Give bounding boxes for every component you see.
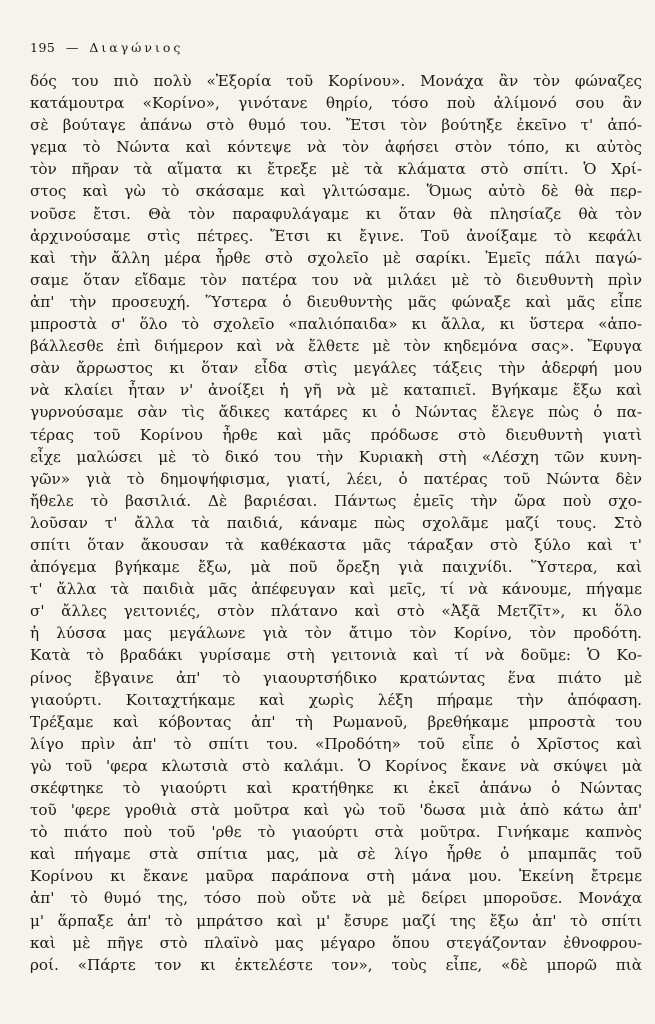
text-line: κατάμουτρα «Κορίνο», γινότανε θηρίο, τόσο ποὺ ἀλίμονό σου ἂν (30, 94, 642, 113)
text-line: τ' ἄλλα τὰ παιδιὰ μᾶς ἀπέφευγαν καὶ μεῖς, τί νὰ κάνουμε, πήγαμε (30, 580, 642, 599)
text-line: ἡ λύσσα μας μεγάλωνε γιὰ τὸν ἄτιμο τὸν Κορίνο, τὸν προδότη. (30, 624, 642, 643)
page-number: 195 (30, 40, 56, 55)
text-line: τὸν πῆραν τὰ αἵματα κι ἔτρεξε μὲ τὰ κλάματα στὸ σπίτι. Ὁ Χρί- (30, 160, 642, 179)
text-line: καὶ τὴν ἄλλη μέρα ἦρθε στὸ σχολεῖο μὲ σαρίκι. Ἐμεῖς πάλι παγώ- (30, 248, 642, 267)
text-line: γιαούρτι. Κοιταχτήκαμε καὶ χωρὶς λέξη πήραμε τὴν ἀπόφαση. (30, 690, 642, 709)
text-line: τοῦ 'φερε γροθιὰ στὰ μοῦτρα καὶ γὼ τοῦ 'δωσα μιὰ ἀπὸ κάτω ἀπ' (30, 801, 642, 820)
text-line: στος καὶ γὼ τὸ σκάσαμε καὶ γλιτώσαμε. Ὅμως αὐτὸ δὲ θὰ περ- (30, 182, 642, 201)
text-line: Κατὰ τὸ βραδάκι γυρίσαμε στὴ γειτονιὰ καὶ τί νὰ δοῦμε: Ὁ Κο- (30, 646, 642, 665)
text-line: λίγο πρὶν ἀπ' τὸ σπίτι του. «Προδότη» τοῦ εἶπε ὁ Χρῖστος καὶ (30, 734, 642, 753)
text-line: δός του πιὸ πολὺ «Ἐξορία τοῦ Κορίνου». Μονάχα ἂν τὸν φώναζες (30, 72, 642, 90)
text-line: τὸ πιάτο ποὺ τοῦ 'ρθε τὸ γιαούρτι στὰ μοῦτρα. Γινήκαμε καπνὸς (30, 823, 642, 842)
text-line: νὰ κλαίει ἦταν ν' ἀνοίξει ἡ γῆ νὰ μὲ καταπιεῖ. Βγήκαμε ἔξω καὶ (30, 381, 642, 400)
header-separator: — (65, 40, 79, 55)
text-line: λοῦσαν τ' ἄλλα τὰ παιδιά, κάναμε πὼς σχολᾶμε μαζί τους. Στὸ (30, 513, 642, 532)
text-line: ἀπ' τὸ θυμό της, τόσο ποὺ οὔτε νὰ μὲ δείρει μποροῦσε. Μονάχα (30, 889, 642, 908)
running-header (30, 40, 183, 55)
text-line: μπροστὰ σ' ὅλο τὸ σχολεῖο «παλιόπαιδα» κι ἄλλα, κι ὕστερα «ἀπο- (30, 315, 642, 334)
text-line: βάλλεσθε ἐπὶ διήμερον καὶ νὰ ἔλθετε μὲ τὸν κηδεμόνα σας». Ἔφυγα (30, 337, 642, 356)
text-line: γυρνούσαμε σὰν τὶς ἄδικες κατάρες κι ὁ Νώντας ἔλεγε πὼς ὁ πα- (30, 403, 642, 422)
running-title: Διαγώνιος (89, 40, 184, 55)
text-line: σὰν ἄρρωστος κι ὅταν εἶδα στὶς μεγάλες τάξεις τὴν ἀδερφή μου (30, 359, 642, 378)
text-line: καὶ μὲ πῆγε στὸ πλαϊνὸ μας μέγαρο ὅπου στεγάζονταν ἐθνοφρου- (30, 933, 642, 952)
text-line: εἶχε μαλώσει μὲ τὸ δικό του τὴν Κυριακὴ στὴ «Λέσχη τῶν κυνη- (30, 447, 642, 466)
text-line: ἤθελε τὸ βασιλιά. Δὲ βαριέσαι. Πάντως ἐμεῖς τὴν ὥρα ποὺ σχο- (30, 491, 642, 510)
text-line: γὼ τοῦ 'φερα κλωτσιὰ στὸ καλάμι. Ὁ Κορίνος ἔκανε νὰ σκύψει μὰ (30, 756, 642, 775)
text-line: γῶν» γιὰ τὸ δημοψήφισμα, γιατί, λέει, ὁ πατέρας τοῦ Νώντα δὲν (30, 469, 642, 488)
text-line: γεμα τὸ Νώντα καὶ κόντεψε νὰ τὸν ἀφήσει στὸν τόπο, κι αὐτὸς (30, 138, 642, 157)
text-line: ἀρχινούσαμε στὶς πέτρες. Ἔτσι κι ἔγινε. Τοῦ ἀνοίξαμε τὸ κεφάλι (30, 226, 642, 245)
text-line: Τρέξαμε καὶ κόβοντας ἀπ' τὴ Ρωμανοῦ, βρεθήκαμε μπροστὰ του (30, 712, 642, 731)
text-line: Κορίνου κι ἔκανε μαῦρα παράπονα στὴ μάνα μου. Ἐκείνη ἔτρεμε (30, 867, 642, 886)
text-line: μ' ἅρπαξε ἀπ' τὸ μπράτσο καὶ μ' ἔσυρε μαζί της ἔξω ἀπ' τὸ σπίτι (30, 911, 642, 930)
text-line: ἀπόγεμα βγήκαμε ἔξω, μὰ ποῦ ὄρεξη γιὰ παιχνίδι. Ὕστερα, καὶ (30, 558, 642, 577)
text-line: ρίνος ἔβγαινε ἀπ' τὸ γιαουρτσήδικο κρατώντας ἕνα πιάτο μὲ (30, 668, 642, 687)
text-line: ροί. «Πάρτε τον κι ἐκτελέστε τον», τοὺς εἶπε, «δὲ μπορῶ πιὰ (30, 955, 642, 974)
text-line: τέρας τοῦ Κορίνου ἦρθε καὶ μᾶς πρόδωσε στὸ διευθυντὴ γιατὶ (30, 425, 642, 444)
text-line: νοῦσε ἔτσι. Θὰ τὸν παραφυλάγαμε κι ὅταν θὰ πλησίαζε θὰ τὸν (30, 204, 642, 223)
text-line: σπίτι ὅταν ἄκουσαν τὰ καθέκαστα μᾶς τάραξαν στὸ ξύλο καὶ τ' (30, 535, 642, 554)
text-line: σκέφτηκε τὸ γιαούρτι καὶ κρατήθηκε κι ἐκεῖ ἀπάνω ὁ Νώντας (30, 779, 642, 797)
body-text (30, 70, 642, 976)
text-line: σ' ἄλλες γειτονιές, στὸν πλάτανο καὶ στὸ «Ἀξᾶ Μετζῖτ», κι ὅλο (30, 602, 642, 621)
text-line: ἀπ' τὴν προσευχή. Ὕστερα ὁ διευθυντὴς μᾶς φώναξε καὶ μᾶς εἶπε (30, 292, 642, 311)
text-line: καὶ πήγαμε στὰ σπίτια μας, μὰ σὲ λίγο ἦρθε ὁ μπαμπᾶς τοῦ (30, 845, 642, 864)
text-line: σαμε ὅταν εἴδαμε τὸν πατέρα του νὰ μιλάει μὲ τὸ διευθυντὴ πρὶν (30, 270, 642, 289)
text-line: σὲ βούταγε ἀπάνω στὸ θυμό του. Ἔτσι τὸν βούτηξε ἐκεῖνο τ' ἀπό- (30, 116, 642, 135)
